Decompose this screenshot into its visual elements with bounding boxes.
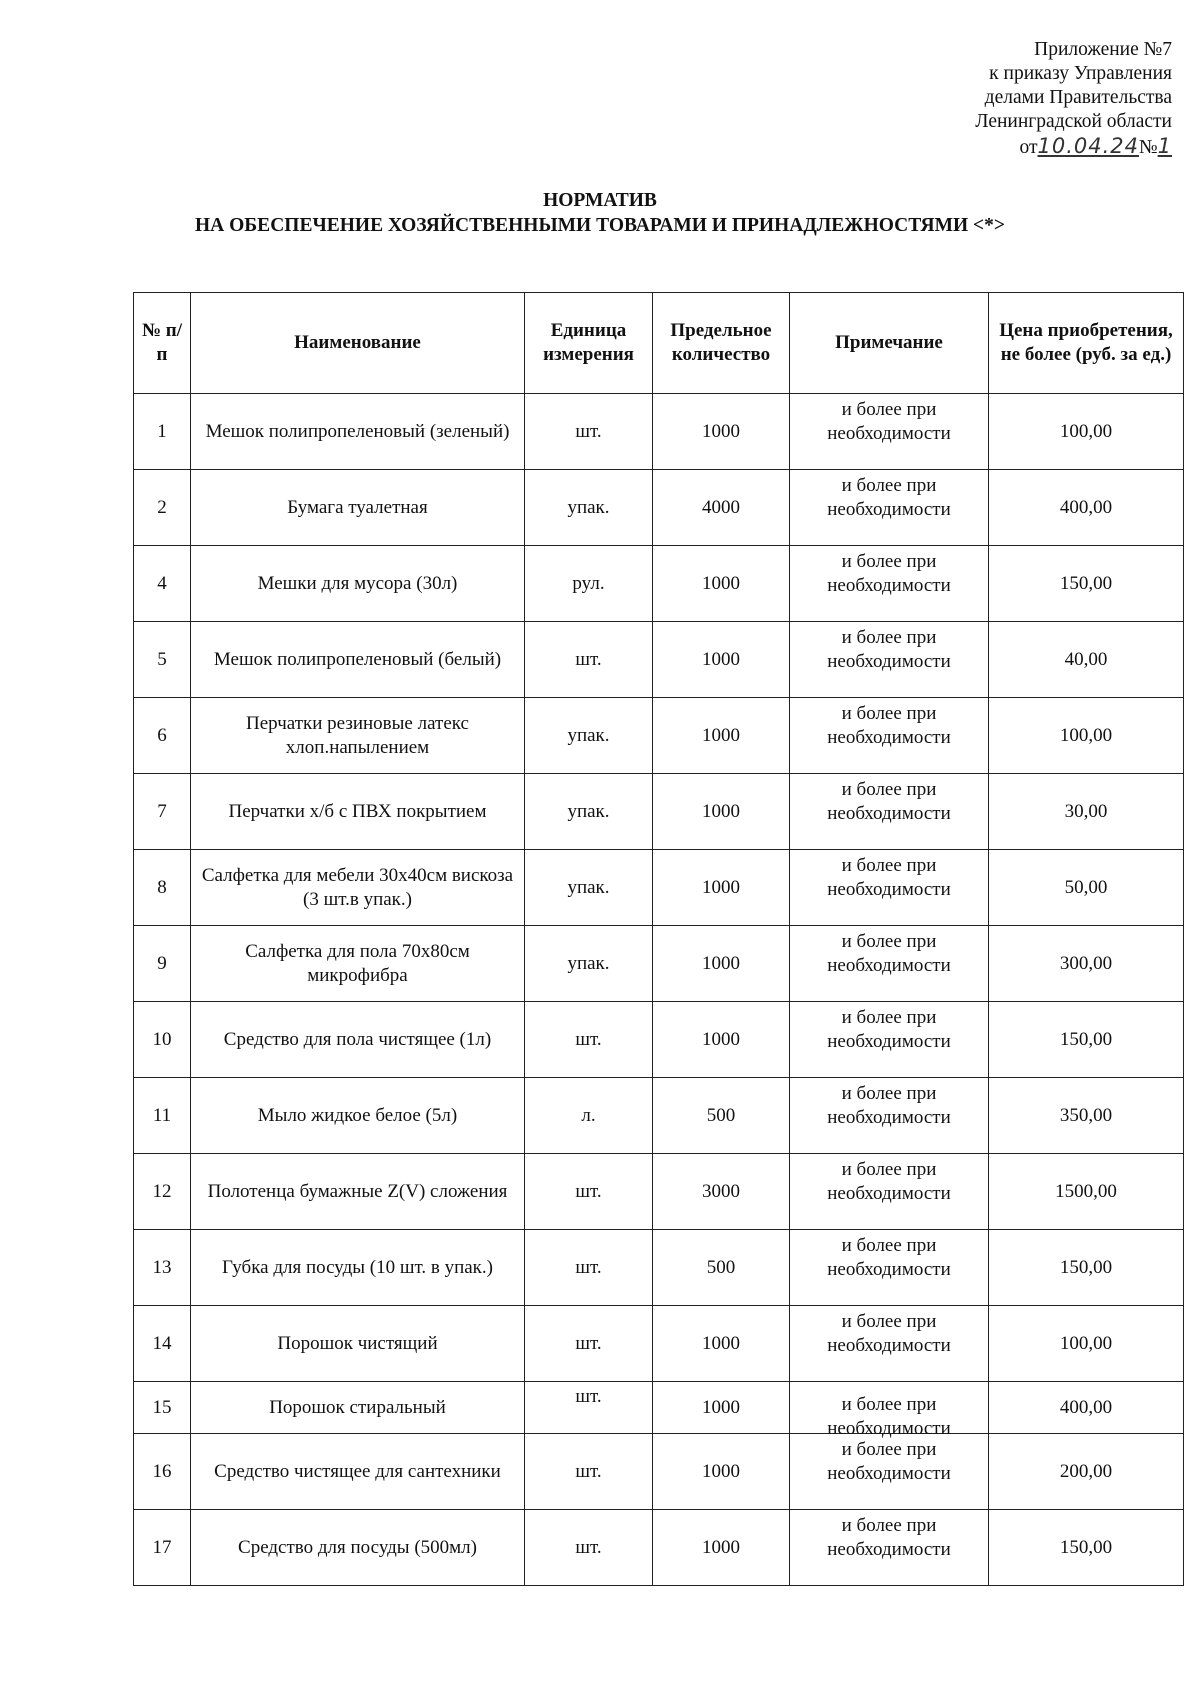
- table-row: [134, 850, 1184, 926]
- cell-num: 6: [134, 698, 191, 774]
- cell-name: Мешок полипропеленовый (белый): [191, 622, 525, 698]
- cell-num: 9: [134, 926, 191, 1002]
- table-row: [134, 774, 1184, 850]
- cell-num: 5: [134, 622, 191, 698]
- cell-qty: 1000: [653, 1306, 790, 1382]
- cell-num: 8: [134, 850, 191, 926]
- cell-price: 150,00: [989, 1510, 1184, 1586]
- cell-unit: шт.: [525, 394, 653, 470]
- cell-price: 400,00: [989, 470, 1184, 546]
- cell-name: Средство для пола чистящее (1л): [191, 1002, 525, 1078]
- cell-unit: шт.: [525, 1510, 653, 1586]
- table-row: [134, 698, 1184, 774]
- cell-note: [790, 394, 989, 470]
- cell-num: 16: [134, 1434, 191, 1510]
- cell-note: [790, 850, 989, 926]
- note-text: и более при необходимости: [827, 550, 951, 596]
- table-row: [134, 1306, 1184, 1382]
- cell-price: 150,00: [989, 1230, 1184, 1306]
- cell-qty: 1000: [653, 850, 790, 926]
- note-text: и более при необходимости: [827, 398, 951, 444]
- cell-num: 12: [134, 1154, 191, 1230]
- cell-unit: рул.: [525, 546, 653, 622]
- cell-qty: 1000: [653, 774, 790, 850]
- cell-price: 200,00: [989, 1434, 1184, 1510]
- note-text: и более при необходимости: [827, 930, 951, 976]
- cell-note: [790, 1510, 989, 1586]
- cell-unit: шт.: [525, 1002, 653, 1078]
- table-row: [134, 622, 1184, 698]
- cell-price: 30,00: [989, 774, 1184, 850]
- cell-name: Мешки для мусора (30л): [191, 546, 525, 622]
- cell-name: Средство для посуды (500мл): [191, 1510, 525, 1586]
- cell-unit: шт.: [525, 1306, 653, 1382]
- title-line-2: НА ОБЕСПЕЧЕНИЕ ХОЗЯЙСТВЕННЫМИ ТОВАРАМИ И ПРИНАДЛЕЖНОСТЯМИ <*>: [195, 215, 1005, 236]
- cell-unit: шт.: [525, 1434, 653, 1510]
- cell-price: 50,00: [989, 850, 1184, 926]
- cell-note: [790, 470, 989, 546]
- cell-unit: упак.: [525, 926, 653, 1002]
- table-header-row: [134, 293, 1184, 394]
- norm-table: [133, 292, 1184, 1586]
- cell-price: 150,00: [989, 1002, 1184, 1078]
- cell-num: 13: [134, 1230, 191, 1306]
- cell-qty: 1000: [653, 1002, 790, 1078]
- header-note: Примечание: [790, 293, 989, 394]
- cell-name: Мыло жидкое белое (5л): [191, 1078, 525, 1154]
- note-text: и более при необходимости: [827, 1310, 951, 1356]
- cell-num: 14: [134, 1306, 191, 1382]
- cell-note: [790, 1002, 989, 1078]
- cell-name: Перчатки резиновые латекс хлоп.напылением: [191, 698, 525, 774]
- attachment-line-4: Ленинградской области: [975, 111, 1172, 132]
- table-row: [134, 1230, 1184, 1306]
- cell-num: 4: [134, 546, 191, 622]
- cell-note: [790, 622, 989, 698]
- document-title: [0, 188, 1200, 238]
- cell-unit: упак.: [525, 850, 653, 926]
- note-text: и более при необходимости: [827, 1006, 951, 1052]
- table-row: [134, 926, 1184, 1002]
- cell-unit: шт.: [525, 1230, 653, 1306]
- cell-note: [790, 1078, 989, 1154]
- attachment-block: [975, 38, 1172, 160]
- header-price: Цена приобретения, не более (руб. за ед.): [989, 293, 1184, 394]
- cell-qty: 500: [653, 1078, 790, 1154]
- cell-note: [790, 926, 989, 1002]
- cell-qty: 1000: [653, 1434, 790, 1510]
- handwritten-number: 1: [1157, 134, 1172, 158]
- table-row: [134, 470, 1184, 546]
- header-num: № п/п: [134, 293, 191, 394]
- cell-unit: л.: [525, 1078, 653, 1154]
- cell-qty: 1000: [653, 546, 790, 622]
- note-text: и более при необходимости: [827, 626, 951, 672]
- cell-name: Порошок стиральный: [191, 1382, 525, 1434]
- cell-note: [790, 774, 989, 850]
- cell-num: 7: [134, 774, 191, 850]
- cell-price: 400,00: [989, 1382, 1184, 1434]
- note-text: и более при необходимости: [827, 1082, 951, 1128]
- table-row: [134, 1078, 1184, 1154]
- cell-note: [790, 1154, 989, 1230]
- cell-qty: 3000: [653, 1154, 790, 1230]
- cell-note: [790, 1434, 989, 1510]
- cell-note: [790, 546, 989, 622]
- cell-unit: упак.: [525, 698, 653, 774]
- header-unit: Единица измерения: [525, 293, 653, 394]
- note-text: и более при необходимости: [827, 1393, 951, 1439]
- title-line-1: НОРМАТИВ: [543, 190, 657, 211]
- attachment-line-3: делами Правительства: [984, 87, 1172, 108]
- cell-name: Губка для посуды (10 шт. в упак.): [191, 1230, 525, 1306]
- table-row: [134, 546, 1184, 622]
- cell-name: Мешок полипропеленовый (зеленый): [191, 394, 525, 470]
- cell-num: 1: [134, 394, 191, 470]
- table-row: [134, 1154, 1184, 1230]
- cell-num: 11: [134, 1078, 191, 1154]
- attachment-line-1: Приложение №7: [1034, 39, 1172, 60]
- attachment-line-2: к приказу Управления: [989, 63, 1172, 84]
- cell-qty: 1000: [653, 1510, 790, 1586]
- cell-qty: 1000: [653, 394, 790, 470]
- cell-price: 100,00: [989, 698, 1184, 774]
- cell-qty: 1000: [653, 622, 790, 698]
- cell-name: Перчатки х/б с ПВХ покрытием: [191, 774, 525, 850]
- cell-price: 40,00: [989, 622, 1184, 698]
- note-text: и более при необходимости: [827, 1234, 951, 1280]
- cell-num: 2: [134, 470, 191, 546]
- cell-unit: [525, 1382, 653, 1434]
- cell-qty: 1000: [653, 698, 790, 774]
- cell-name: Салфетка для мебели 30х40см вискоза (3 шт.в упак.): [191, 850, 525, 926]
- cell-num: 15: [134, 1382, 191, 1434]
- cell-price: 1500,00: [989, 1154, 1184, 1230]
- cell-qty: 4000: [653, 470, 790, 546]
- cell-qty: 1000: [653, 926, 790, 1002]
- table-row: [134, 1434, 1184, 1510]
- cell-name: Полотенца бумажные Z(V) сложения: [191, 1154, 525, 1230]
- cell-num: 10: [134, 1002, 191, 1078]
- attachment-date-line: [975, 134, 1172, 160]
- number-prefix: №: [1139, 137, 1158, 158]
- note-text: и более при необходимости: [827, 1514, 951, 1560]
- cell-unit: упак.: [525, 470, 653, 546]
- table-row: [134, 1510, 1184, 1586]
- header-qty: Предельное количество: [653, 293, 790, 394]
- cell-unit: упак.: [525, 774, 653, 850]
- cell-price: 150,00: [989, 546, 1184, 622]
- cell-price: 100,00: [989, 1306, 1184, 1382]
- cell-qty: 1000: [653, 1382, 790, 1434]
- note-text: и более при необходимости: [827, 778, 951, 824]
- note-text: и более при необходимости: [827, 854, 951, 900]
- cell-note: [790, 1382, 989, 1439]
- cell-price: 300,00: [989, 926, 1184, 1002]
- table-row: [134, 394, 1184, 470]
- date-prefix: от: [1019, 137, 1038, 158]
- header-name: Наименование: [191, 293, 525, 394]
- cell-qty: 500: [653, 1230, 790, 1306]
- unit-text: шт.: [575, 1385, 602, 1407]
- table-row: [134, 1382, 1184, 1434]
- note-text: и более при необходимости: [827, 1438, 951, 1484]
- note-text: и более при необходимости: [827, 474, 951, 520]
- cell-note: [790, 698, 989, 774]
- cell-name: Бумага туалетная: [191, 470, 525, 546]
- cell-note: [790, 1230, 989, 1306]
- cell-price: 100,00: [989, 394, 1184, 470]
- cell-name: Салфетка для пола 70х80см микрофибра: [191, 926, 525, 1002]
- cell-name: Порошок чистящий: [191, 1306, 525, 1382]
- cell-num: 17: [134, 1510, 191, 1586]
- table-row: [134, 1002, 1184, 1078]
- cell-note: [790, 1306, 989, 1382]
- note-text: и более при необходимости: [827, 702, 951, 748]
- handwritten-date: 10.04.24: [1037, 134, 1140, 158]
- note-text: и более при необходимости: [827, 1158, 951, 1204]
- cell-name: Средство чистящее для сантехники: [191, 1434, 525, 1510]
- cell-unit: шт.: [525, 622, 653, 698]
- cell-price: 350,00: [989, 1078, 1184, 1154]
- cell-unit: шт.: [525, 1154, 653, 1230]
